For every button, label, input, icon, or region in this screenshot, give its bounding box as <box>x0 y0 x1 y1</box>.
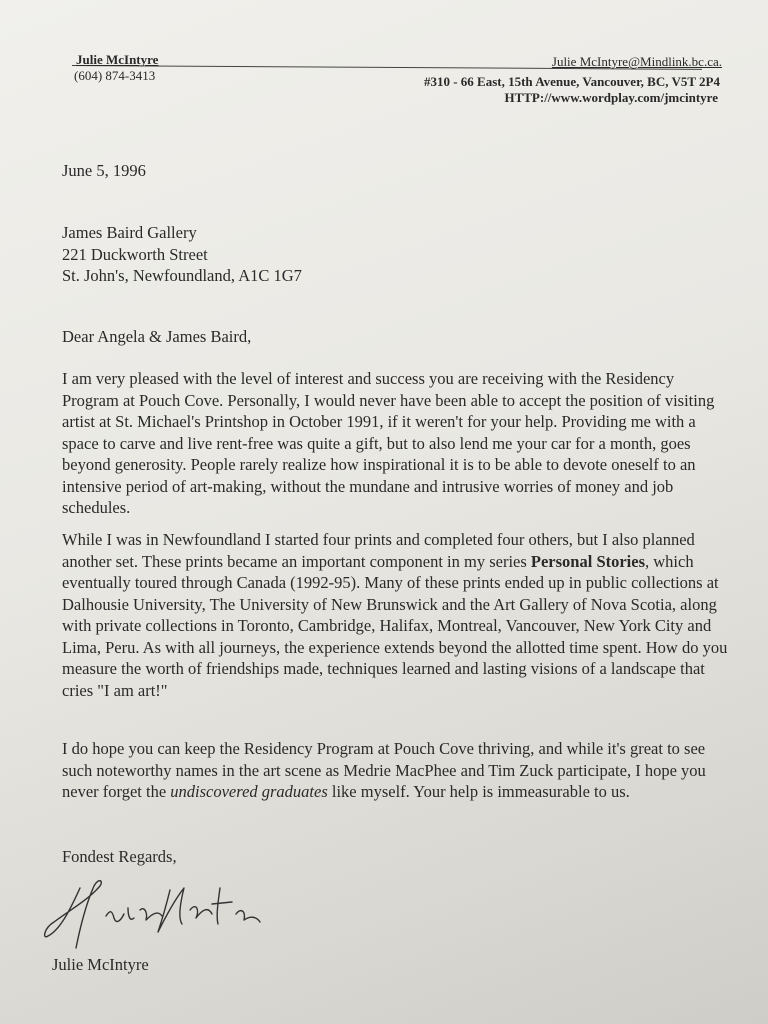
paragraph-3-part-2: like myself. Your help is immeasurable to us. <box>327 782 630 801</box>
recipient-line-2: 221 Duckworth Street <box>62 244 208 264</box>
paragraph-3 <box>62 738 734 803</box>
letterhead-url: HTTP://www.wordplay.com/jmcintyre <box>504 90 718 105</box>
closing: Fondest Regards, <box>62 847 177 866</box>
series-title: Personal Stories <box>530 551 646 571</box>
letterhead <box>72 52 722 108</box>
paragraph-2-part-2: , which eventually toured through Canada (1992-95). Many of these prints ended up in public collections at Dalhousie University, The University of New Brunswick and the Art Gallery of Nova Scotia, along with private collections in Toronto, Cambridge, Halifax, Montreal, Vancouver, New York City and Lima, Peru. As with all journeys, the experience extends beyond the allotted time spent. How do you measure the worth of friendships made, techniques learned and lasting visions of a landscape that cries "I am art!" <box>62 551 728 700</box>
letterhead-address: #310 - 66 East, 15th Avenue, Vancouver, BC, V5T 2P4 <box>423 74 720 89</box>
letterhead-email: Julie McIntyre@Mindlink.bc.ca. <box>551 54 722 69</box>
paragraph-1: I am very pleased with the level of interest and success you are receiving with the Residency Program at Pouch Cove. Personally, I would never have been able to accept the position of visiting artist at St. Michael's Printshop in October 1991, if it weren't for your help. Providing me with a space to carve and live rent-free was quite a gift, but to also lend me your car for a month, goes beyond generosity. People rarely realize how inspirational it is to be able to devote oneself to an intensive period of art-making, without the mundane and intrusive worries of money and job schedules. <box>62 369 715 517</box>
paragraph-3-part-1: I do hope you can keep the Residency Program at Pouch Cove thriving, and while it's great to see such noteworthy names in the art scene as Medrie MacPhee and Tim Zuck participate, I hope you never forget the <box>62 739 706 801</box>
recipient-line-1: James Baird Gallery <box>62 223 197 242</box>
letterhead-name: Julie McIntyre <box>76 52 159 67</box>
handwritten-signature <box>40 870 280 960</box>
emphasis-text: undiscovered graduates <box>170 782 328 801</box>
letterhead-phone: (604) 874-3413 <box>74 68 156 83</box>
paragraph-2-part-1: While I was in Newfoundland I started four prints and completed four others, but I also planned another set. These prints became an important component in my series <box>62 530 695 571</box>
paragraph-2 <box>62 529 734 701</box>
letter-date: June 5, 1996 <box>62 161 146 180</box>
signer-name: Julie McIntyre <box>52 955 149 974</box>
salutation: Dear Angela & James Baird, <box>62 327 252 346</box>
recipient-line-3: St. John's, Newfoundland, A1C 1G7 <box>62 266 302 285</box>
recipient-address <box>62 222 734 287</box>
